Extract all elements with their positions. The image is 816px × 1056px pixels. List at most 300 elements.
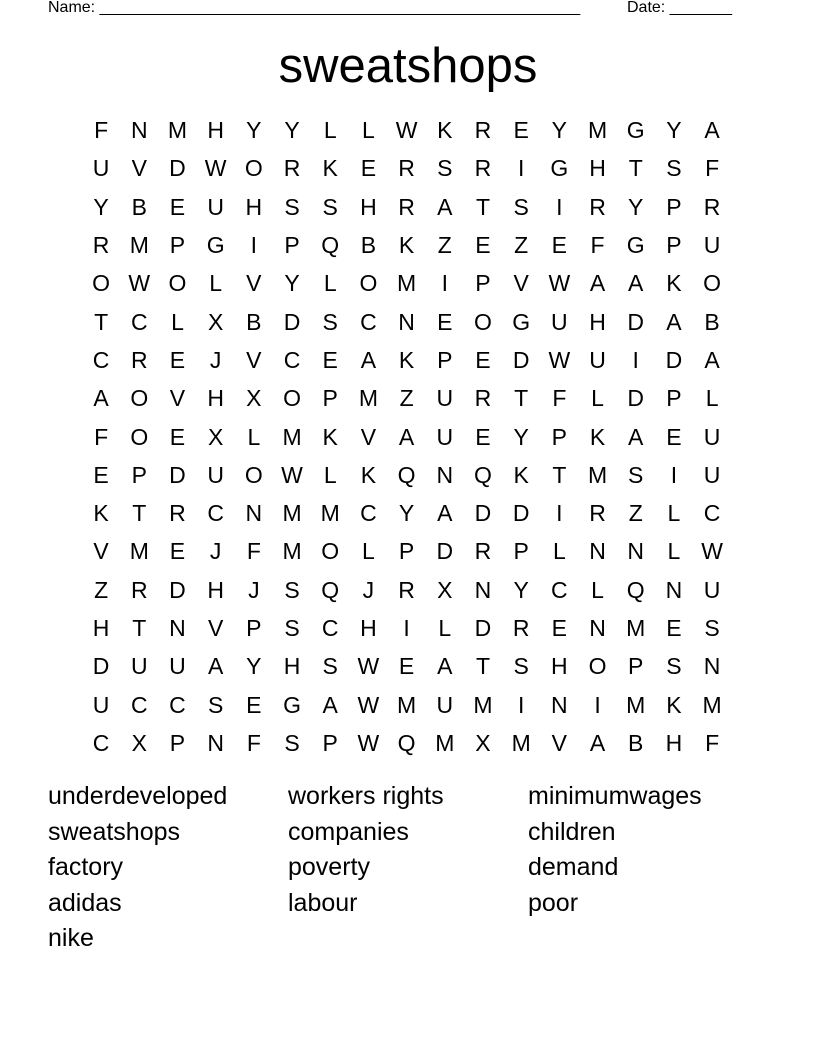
grid-letter: F [246, 729, 261, 756]
grid-letter: R [589, 500, 606, 527]
grid-letter: S [322, 193, 338, 220]
grid-letter: H [92, 615, 110, 641]
grid-letter: A [322, 691, 338, 718]
grid-letter: A [589, 729, 606, 756]
word-list-item: poverty [288, 853, 370, 881]
grid-letter: D [92, 653, 110, 680]
grid-letter: G [206, 232, 225, 259]
grid-letter: W [548, 346, 571, 373]
grid-letter: K [666, 691, 682, 718]
grid-letter: B [131, 193, 147, 220]
grid-letter: R [130, 576, 148, 603]
grid-letter: S [628, 461, 644, 488]
grid-letter: V [246, 346, 262, 373]
grid-letter: A [666, 308, 682, 335]
grid-letter: N [665, 576, 683, 603]
grid-letter: U [703, 423, 721, 450]
grid-letter: L [323, 117, 337, 144]
word-list-item: workers rights [288, 782, 444, 810]
grid-letter: A [704, 117, 720, 144]
grid-letter: M [282, 423, 302, 450]
grid-letter: R [398, 576, 415, 603]
word-list-item: poor [528, 888, 579, 917]
grid-row [82, 417, 731, 455]
grid-letter: L [171, 308, 184, 335]
grid-letter: K [589, 423, 606, 450]
grid-letter: H [207, 117, 224, 144]
grid-letter: C [551, 576, 568, 603]
grid-letter: W [357, 729, 380, 756]
grid-letter: A [398, 423, 415, 450]
grid-letter: P [628, 653, 644, 680]
grid-letter: U [130, 653, 148, 680]
grid-letter: Z [628, 500, 643, 527]
grid-letter: Y [284, 117, 300, 144]
grid-letter: W [204, 155, 227, 182]
grid-letter: S [207, 691, 224, 718]
grid-letter: S [284, 576, 300, 603]
grid-letter: L [362, 538, 375, 565]
grid-letter: M [397, 270, 417, 297]
grid-letter: T [514, 385, 529, 412]
grid-letter: D [512, 500, 530, 527]
grid-letter: A [93, 385, 109, 412]
grid-letter: R [474, 538, 492, 565]
date-field-line: Date: _______ [627, 0, 732, 16]
grid-letter: O [130, 423, 149, 450]
grid-letter: V [207, 615, 224, 641]
grid-letter: A [437, 500, 453, 527]
grid-letter: U [436, 385, 454, 412]
grid-letter: A [628, 423, 644, 450]
grid-letter: Y [513, 423, 529, 450]
grid-letter: U [589, 346, 606, 373]
grid-letter: P [169, 729, 186, 756]
grid-letter: R [169, 500, 186, 527]
grid-letter: O [130, 385, 149, 412]
grid-letter: I [594, 691, 601, 718]
grid-letter: V [513, 270, 529, 297]
grid-letter: I [556, 500, 563, 527]
grid-letter: Y [551, 117, 568, 144]
grid-letter: E [169, 346, 186, 373]
grid-letter: H [360, 193, 377, 220]
grid-letter: D [627, 308, 645, 335]
grid-letter: U [436, 423, 454, 450]
word-list-item: underdeveloped [48, 782, 228, 810]
grid-letter: S [513, 193, 529, 220]
grid-letter: B [704, 308, 720, 335]
grid-letter: E [475, 232, 491, 259]
grid-row [82, 609, 731, 647]
grid-letter: F [246, 538, 261, 565]
grid-letter: P [437, 346, 453, 373]
grid-letter: N [169, 615, 186, 641]
grid-letter: I [670, 461, 678, 488]
grid-letter: T [552, 461, 567, 488]
grid-letter: I [517, 691, 525, 718]
grid-letter: N [627, 538, 645, 565]
grid-letter: X [246, 385, 262, 412]
grid-letter: T [475, 653, 490, 680]
grid-letter: P [398, 538, 415, 565]
grid-letter: D [436, 538, 454, 565]
letter-grid [82, 111, 731, 762]
grid-letter: L [667, 538, 681, 565]
grid-row [82, 341, 731, 379]
grid-letter: P [131, 461, 147, 488]
grid-letter: F [94, 117, 109, 144]
grid-letter: P [666, 385, 682, 412]
grid-letter: I [632, 346, 639, 373]
grid-letter: L [323, 270, 337, 297]
grid-letter: S [284, 729, 300, 756]
grid-letter: O [244, 155, 263, 182]
grid-letter: T [132, 500, 147, 527]
grid-letter: R [474, 155, 492, 182]
grid-letter: C [207, 500, 224, 527]
grid-letter: O [168, 270, 187, 297]
grid-row [82, 571, 731, 609]
grid-letter: F [590, 232, 605, 259]
grid-letter: J [209, 346, 222, 373]
grid-letter: G [283, 691, 301, 718]
grid-letter: X [207, 423, 224, 450]
grid-letter: R [92, 232, 110, 259]
grid-letter: P [322, 385, 338, 412]
grid-letter: G [512, 308, 531, 335]
grid-letter: R [512, 615, 530, 641]
grid-letter: R [703, 193, 721, 220]
grid-letter: U [207, 461, 224, 488]
grid-letter: A [589, 270, 606, 297]
grid-letter: P [284, 232, 300, 259]
grid-row [82, 379, 731, 417]
grid-letter: N [245, 500, 263, 527]
grid-letter: U [703, 461, 721, 488]
grid-letter: H [283, 653, 301, 680]
grid-letter: E [360, 155, 377, 182]
grid-letter: M [511, 729, 531, 756]
grid-letter: X [207, 308, 224, 335]
word-list-item: adidas [48, 888, 122, 917]
grid-letter: W [357, 691, 380, 718]
grid-letter: D [169, 155, 186, 182]
grid-letter: M [282, 500, 302, 527]
grid-letter: T [628, 155, 643, 182]
grid-letter: A [437, 653, 453, 680]
grid-letter: D [665, 346, 683, 373]
grid-letter: E [246, 691, 262, 718]
grid-letter: M [320, 500, 340, 527]
grid-row [82, 111, 731, 149]
grid-letter: S [284, 615, 300, 641]
grid-letter: N [551, 691, 568, 718]
word-list-item: factory [48, 853, 124, 881]
grid-letter: G [550, 155, 569, 182]
grid-letter: U [436, 691, 454, 718]
grid-row [82, 532, 731, 570]
grid-letter: Z [399, 385, 414, 412]
grid-letter: E [551, 615, 568, 641]
grid-letter: T [94, 308, 109, 335]
grid-letter: O [321, 538, 340, 565]
grid-letter: H [589, 308, 606, 335]
grid-letter: A [628, 270, 644, 297]
grid-letter: R [283, 155, 301, 182]
grid-letter: L [667, 500, 681, 527]
grid-letter: O [474, 308, 492, 335]
grid-letter: Y [398, 500, 415, 527]
grid-letter: J [209, 538, 222, 565]
grid-letter: U [92, 155, 110, 182]
grid-letter: H [665, 729, 683, 756]
grid-letter: D [169, 461, 186, 488]
grid-letter: W [701, 538, 723, 565]
grid-letter: M [129, 538, 149, 565]
grid-letter: E [398, 653, 415, 680]
grid-letter: S [666, 653, 682, 680]
grid-row [82, 226, 731, 264]
grid-letter: C [360, 308, 377, 335]
grid-row [82, 302, 731, 340]
grid-letter: C [169, 691, 186, 718]
grid-letter: A [207, 653, 224, 680]
grid-row [82, 685, 731, 723]
grid-row [82, 494, 731, 532]
grid-letter: G [626, 117, 645, 144]
grid-letter: H [207, 576, 224, 603]
grid-letter: L [552, 538, 566, 565]
grid-letter: L [362, 117, 375, 144]
grid-letter: E [169, 423, 186, 450]
grid-letter: C [283, 346, 301, 373]
grid-letter: V [246, 270, 262, 297]
grid-letter: D [169, 576, 186, 603]
grid-letter: Y [246, 653, 262, 680]
grid-letter: F [552, 385, 567, 412]
grid-letter: R [474, 385, 492, 412]
grid-letter: K [398, 346, 415, 373]
grid-letter: D [512, 346, 530, 373]
grid-letter: P [513, 538, 529, 565]
grid-letter: U [551, 308, 568, 335]
grid-letter: R [130, 346, 148, 373]
grid-letter: I [441, 270, 448, 297]
word-list-item: minimumwages [528, 782, 702, 810]
grid-letter: O [588, 653, 607, 680]
grid-letter: R [398, 155, 415, 182]
grid-letter: E [169, 193, 186, 220]
grid-letter: Q [321, 576, 340, 603]
grid-letter: L [247, 423, 261, 450]
word-list-item: sweatshops [48, 817, 181, 846]
grid-letter: H [245, 193, 263, 220]
word-list-item: demand [528, 853, 619, 881]
grid-letter: D [283, 308, 301, 335]
grid-row [82, 724, 731, 762]
grid-letter: U [207, 193, 224, 220]
grid-letter: C [360, 500, 377, 527]
puzzle-title: sweatshops [278, 39, 538, 93]
grid-letter: E [322, 346, 338, 373]
grid-letter: W [281, 461, 303, 488]
grid-letter: R [589, 193, 606, 220]
grid-letter: M [702, 691, 722, 718]
grid-letter: U [92, 691, 110, 718]
grid-letter: U [703, 576, 721, 603]
grid-letter: V [360, 423, 377, 450]
grid-letter: F [705, 155, 720, 182]
grid-letter: Y [666, 117, 682, 144]
grid-row [82, 188, 731, 226]
grid-letter: X [437, 576, 453, 603]
grid-letter: C [130, 308, 148, 335]
grid-letter: C [321, 615, 339, 641]
grid-letter: C [130, 691, 148, 718]
grid-letter: Q [321, 232, 340, 259]
grid-letter: M [397, 691, 417, 718]
grid-letter: J [362, 576, 375, 603]
grid-letter: U [703, 232, 721, 259]
grid-letter: I [517, 155, 525, 182]
grid-letter: D [627, 385, 645, 412]
grid-letter: P [475, 270, 491, 297]
grid-letter: N [589, 538, 606, 565]
grid-letter: J [248, 576, 260, 603]
grid-letter: M [587, 461, 608, 488]
grid-letter: P [246, 615, 262, 641]
grid-letter: O [283, 385, 301, 412]
grid-letter: M [167, 117, 188, 144]
grid-letter: T [475, 193, 490, 220]
grid-letter: E [513, 117, 529, 144]
grid-letter: V [551, 729, 568, 756]
grid-letter: Z [94, 576, 109, 603]
grid-letter: E [437, 308, 453, 335]
grid-letter: L [591, 385, 604, 412]
grid-letter: M [473, 691, 493, 718]
grid-letter: M [358, 385, 378, 412]
grid-letter: D [474, 615, 492, 641]
grid-letter: Y [513, 576, 529, 603]
grid-row [82, 456, 731, 494]
grid-letter: Q [626, 576, 645, 603]
grid-letter: S [437, 155, 453, 182]
grid-letter: Y [284, 270, 300, 297]
grid-letter: O [92, 270, 111, 297]
grid-letter: P [551, 423, 568, 450]
grid-letter: X [475, 729, 491, 756]
grid-letter: N [207, 729, 224, 756]
word-list-item: companies [288, 817, 409, 846]
grid-letter: Z [514, 232, 529, 259]
grid-letter: M [435, 729, 455, 756]
grid-letter: K [360, 461, 377, 488]
grid-letter: E [93, 461, 109, 488]
grid-letter: K [666, 270, 682, 297]
grid-letter: P [666, 193, 682, 220]
grid-row [82, 149, 731, 187]
grid-letter: T [132, 615, 147, 641]
grid-letter: R [474, 117, 492, 144]
grid-letter: N [474, 576, 492, 603]
grid-letter: C [92, 729, 110, 756]
grid-letter: K [437, 117, 453, 144]
grid-row [82, 264, 731, 302]
grid-letter: P [322, 729, 338, 756]
grid-letter: Y [628, 193, 644, 220]
grid-letter: L [209, 270, 223, 297]
grid-letter: S [513, 653, 529, 680]
grid-row [82, 647, 731, 685]
grid-letter: P [169, 232, 186, 259]
grid-letter: Q [397, 461, 416, 488]
grid-letter: N [703, 653, 721, 680]
grid-letter: L [705, 385, 719, 412]
grid-letter: H [589, 155, 606, 182]
grid-letter: B [628, 729, 644, 756]
grid-letter: E [666, 615, 682, 641]
grid-letter: Q [397, 729, 416, 756]
grid-letter: D [474, 500, 492, 527]
grid-letter: O [703, 270, 722, 297]
grid-letter: H [207, 385, 224, 412]
grid-letter: K [93, 500, 109, 527]
grid-letter: K [322, 155, 338, 182]
grid-letter: M [626, 691, 646, 718]
grid-letter: E [475, 423, 491, 450]
grid-letter: L [323, 461, 337, 488]
grid-letter: B [360, 232, 377, 259]
grid-letter: Y [246, 117, 262, 144]
grid-letter: Q [474, 461, 492, 488]
grid-letter: K [513, 461, 529, 488]
word-list-item: nike [48, 924, 94, 952]
grid-letter: L [438, 615, 452, 641]
grid-letter: N [398, 308, 415, 335]
word-list-item: labour [288, 888, 358, 917]
grid-letter: S [284, 193, 300, 220]
grid-letter: R [398, 193, 415, 220]
grid-letter: F [705, 729, 720, 756]
grid-letter: S [666, 155, 682, 182]
grid-letter: M [282, 538, 302, 565]
grid-letter: S [322, 653, 338, 680]
grid-letter: W [357, 653, 380, 680]
grid-letter: Z [437, 232, 452, 259]
grid-letter: O [244, 461, 263, 488]
grid-letter: B [246, 308, 262, 335]
grid-letter: P [666, 232, 682, 259]
grid-letter: E [475, 346, 491, 373]
grid-letter: G [626, 232, 645, 259]
grid-letter: N [130, 117, 148, 144]
grid-letter: O [359, 270, 378, 297]
grid-letter: X [131, 729, 147, 756]
grid-letter: E [666, 423, 682, 450]
grid-letter: I [250, 232, 258, 259]
name-field-line: Name: ______________________________________________________ [48, 0, 581, 16]
word-list-item: children [528, 817, 616, 846]
grid-letter: A [360, 346, 377, 373]
grid-letter: V [131, 155, 147, 182]
grid-letter: H [360, 615, 377, 641]
grid-letter: A [704, 346, 720, 373]
grid-letter: F [94, 423, 109, 450]
grid-letter: M [626, 615, 646, 641]
grid-letter: M [129, 232, 149, 259]
